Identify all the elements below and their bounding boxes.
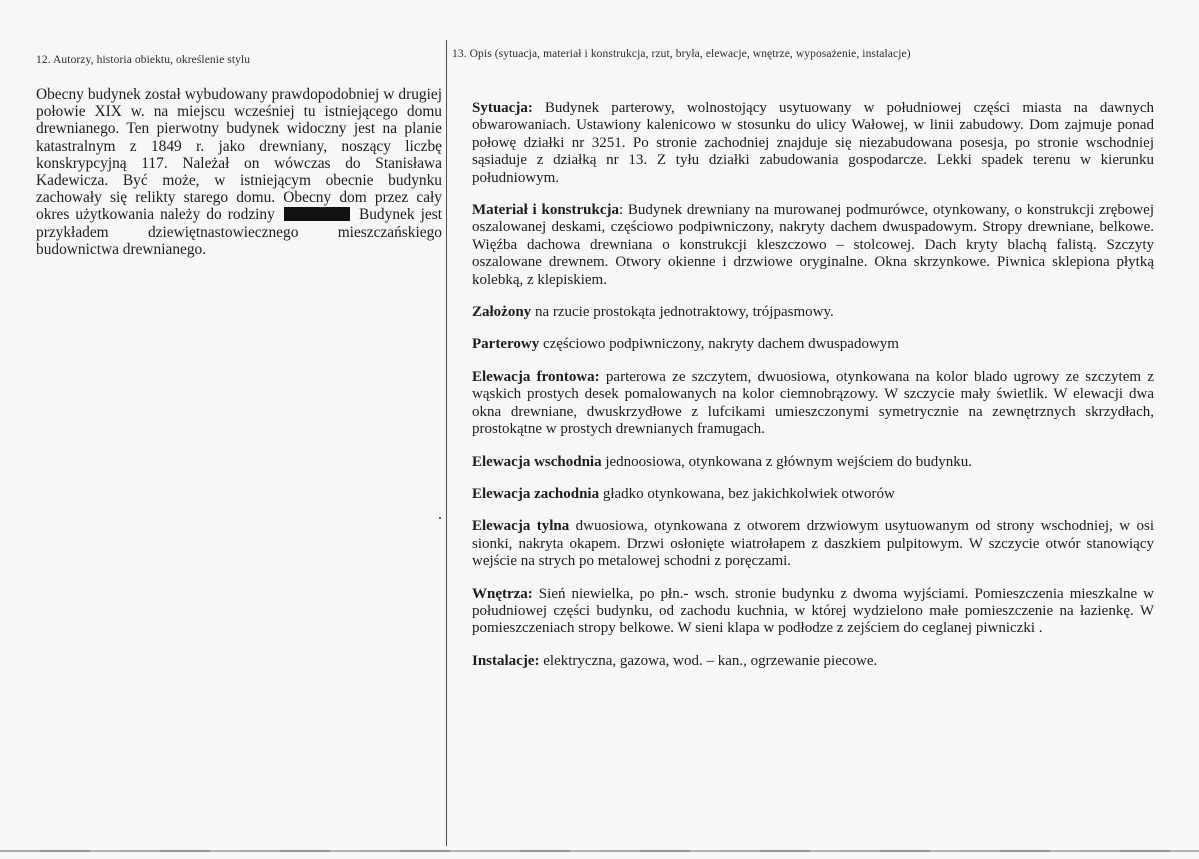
section-text: Budynek parterowy, wolnostojący usytuowany w południowej części miasta na dawnych obwarowaniach. Ustawiony kalenicowo w stosunku do ulicy Wałowej, w linii zabudowy. Dom zajmuje ponad połowę działki nr 3251. Po stronie zachodniej znajduje się niezabudowana posesja, po stronie wschodniej sąsiaduje z działką nr 13. Z tyłu działki zabudowania gospodarcze. Lekki spadek terenu w kierunku południowym. — [472, 100, 1154, 186]
section-elewacja-tylna — [472, 518, 1154, 570]
section-label: Wnętrza: — [472, 585, 533, 602]
section-zalozony — [472, 304, 1154, 321]
column-divider — [446, 40, 447, 846]
right-column — [452, 48, 1172, 684]
history-text-part1: Obecny budynek został wybudowany prawdopodobniej w drugiej połowie XIX w. na miejscu wcześniej tu istniejącego domu drewnianego. Ten pierwotny budynek widoczny jest na planie katastralnym z 1849 r. jako drewniany, noszący liczbę konskrypcyjną 117. Należał on wówczas do Stanisława Kadewicza. Być może, w istniejącym obecnie budynku zachowały się relikty starego domu. Obecny dom przez cały okres użytkowania należy do rodziny — [36, 86, 442, 224]
history-paragraph — [36, 86, 442, 258]
section-12-heading: 12. Autorzy, historia obiektu, określenie stylu — [36, 54, 251, 66]
section-parterowy — [472, 336, 1154, 353]
scan-speck — [439, 517, 441, 519]
section-elewacja-zachodnia — [472, 486, 1154, 503]
section-label: Elewacja frontowa: — [472, 368, 600, 385]
section-text: parterowa ze szczytem, dwuosiowa, otynkowana na kolor blado ugrowy ze szczytem z wąskich prostych desek pomalowanych na kolor ciemnobrązowy. W szczycie mały świetlik. W elewacji dwa okna drewniane, dwuskrzydłowe z lufcikami umieszczonymi symetrycznie na zewnętrznych skrzydłach, prostokątne w prostych drewnianych framugach. — [472, 368, 1154, 438]
redaction-bar — [284, 207, 350, 221]
section-sytuacja — [472, 100, 1154, 187]
section-text: gładko otynkowana, bez jakichkolwiek otworów — [599, 485, 895, 502]
section-text: Sień niewielka, po płn.- wsch. stronie budynku z dwoma wyjściami. Pomieszczenia mieszkalne w południowej części budynku, od zachodu kuchnia, w której wydzielono małe pomieszczenie na łazienkę. W pomieszczeniach stropy belkowe. W sieni klapa w podłodze z zejściem do ceglanej piwniczki . — [472, 585, 1154, 637]
history-text-part2: Budynek jest przykładem dziewiętnastowiecznego mieszczańskiego budownictwa drewnianego. — [36, 206, 442, 258]
description-sections — [472, 100, 1154, 670]
section-wnetrza — [472, 586, 1154, 638]
section-text: : Budynek drewniany na murowanej podmurówce, otynkowany, o konstrukcji zrębowej oszalowanej deskami, częściowo podpiwniczony, nakryty dachem dwuspadowym. Stropy drewniane, belkowe. Więźba dachowa drewniana o konstrukcji kleszczowo – stolcowej. Dach kryty blachą falistą. Szczyty oszalowane drewnem. Otwory okienne i drzwiowe oryginalne. Okna skrzynkowe. Piwnica sklepiona płytką kolebką, z klepiskiem. — [472, 202, 1155, 288]
section-label: Sytuacja: — [472, 100, 533, 116]
section-label: Instalacje: — [472, 652, 540, 669]
section-instalacje — [472, 653, 1154, 670]
section-text: elektryczna, gazowa, wod. – kan., ogrzewanie piecowe. — [539, 652, 878, 669]
section-label: Elewacja zachodnia — [472, 485, 600, 502]
section-label: Założony — [472, 304, 532, 321]
left-column — [36, 54, 442, 258]
section-elewacja-frontowa — [472, 369, 1154, 439]
section-label: Elewacja wschodnia — [472, 453, 602, 470]
section-text: dwuosiowa, otynkowana z otworem drzwiowym usytuowanym od strony wschodniej, w osi sionki, nakryta okapem. Drzwi osłonięte wiatrołapem z daszkiem pulpitowym. W szczycie otwór stanowiący wejście na strych po metalowej schodni z poręczami. — [472, 518, 1154, 570]
section-label: Materiał i konstrukcja — [472, 202, 619, 219]
section-label: Elewacja tylna — [472, 518, 570, 535]
section-text: na rzucie prostokąta jednotraktowy, trójpasmowy. — [531, 304, 834, 321]
section-13-heading: 13. Opis (sytuacja, materiał i konstrukcja, rzut, bryła, elewacje, wnętrze, wyposażenie, instalacje) — [452, 48, 911, 60]
section-elewacja-wschodnia — [472, 454, 1154, 471]
section-material — [472, 202, 1154, 289]
section-label: Parterowy — [472, 336, 540, 353]
section-text: częściowo podpiwniczony, nakryty dachem dwuspadowym — [539, 336, 899, 353]
bottom-edge-rule — [0, 850, 1199, 852]
section-text: jednoosiowa, otynkowana z głównym wejściem do budynku. — [601, 453, 972, 470]
